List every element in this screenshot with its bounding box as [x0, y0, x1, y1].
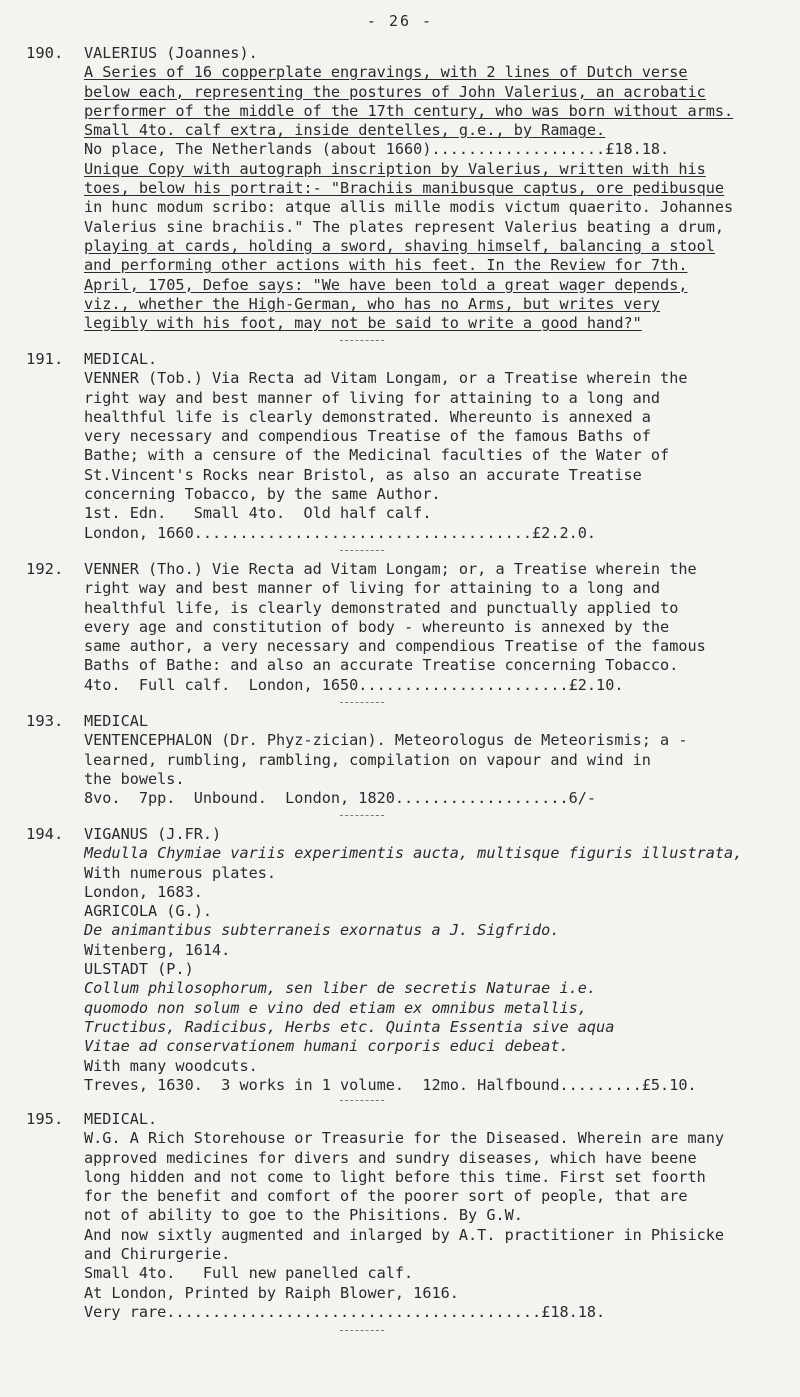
entry-line: ULSTADT (P.) [84, 960, 194, 979]
entry-number: 193. [26, 712, 64, 730]
entry-line: toes, below his portrait:- "Brachiis manibusque captus, ore pedibusque [84, 179, 725, 198]
entry-line: VENNER (Tob.) Via Recta ad Vitam Longam, or a Treatise wherein the [84, 369, 688, 388]
entry-line: approved medicines for divers and sundry diseases, which have beene [84, 1148, 697, 1167]
entry-line: very necessary and compendious Treatise of the famous Baths of [84, 427, 651, 446]
entry-line: Small 4to. Full new panelled calf. [84, 1264, 414, 1283]
entry-line: for the benefit and comfort of the poorer sort of people, that are [84, 1187, 688, 1206]
entry-line: right way and best manner of living for attaining to a long and [84, 579, 661, 598]
entry-line: Unique Copy with autograph inscription by Valerius, written with his [84, 159, 706, 178]
entry-line: MEDICAL. [84, 1110, 158, 1128]
entry-line: learned, rumbling, rambling, compilation on vapour and wind in [84, 750, 651, 769]
entry-text [84, 560, 784, 695]
entry-line: AGRICOLA (G.). [84, 902, 213, 921]
entry-line: Small 4to. calf extra, inside dentelles, g.e., by Ramage. [84, 121, 606, 140]
entry-line: Vitae ad conservationem humani corporis educi debeat. [84, 1037, 569, 1056]
entry-text [84, 712, 784, 808]
entry-line: VENNER (Tho.) Vie Recta ad Vitam Longam; or, a Treatise wherein the [84, 560, 697, 578]
entry-text [84, 350, 784, 543]
entry-line: Very rare.........................................£18.18. [84, 1302, 606, 1321]
entry-line: Baths of Bathe: and also an accurate Treatise concerning Tobacco. [84, 656, 679, 675]
entry-line: 8vo. 7pp. Unbound. London, 1820...................6/- [84, 789, 597, 808]
entry-number: 192. [26, 560, 64, 578]
entry-line: Treves, 1630. 3 works in 1 volume. 12mo. Halfbound.........£5.10. [84, 1075, 697, 1094]
entry-line: and Chirurgerie. [84, 1245, 231, 1264]
entry-line: VIGANUS (J.FR.) [84, 825, 222, 843]
entry-text [84, 825, 784, 1095]
entry-line: every age and constitution of body - whereunto is annexed by the [84, 617, 670, 636]
entry-line: legibly with his foot, may not be said to write a good hand?" [84, 314, 642, 333]
entry-line: MEDICAL [84, 712, 149, 730]
entry-text [84, 1110, 784, 1322]
entry-line: No place, The Netherlands (about 1660)...................£18.18. [84, 140, 670, 159]
entry-line: And now sixtly augmented and inlarged by A.T. practitioner in Phisicke [84, 1225, 725, 1244]
entry-line: right way and best manner of living for attaining to a long and [84, 388, 661, 407]
entry-line: viz., whether the High-German, who has no Arms, but writes very [84, 294, 661, 313]
entry-number: 194. [26, 825, 64, 843]
entry-divider [340, 1100, 384, 1102]
entry-line: With many woodcuts. [84, 1056, 258, 1075]
entry-line: quomodo non solum e vino ded etiam ex omnibus metallis, [84, 998, 587, 1017]
entry-line: healthful life is clearly demonstrated. Whereunto is annexed a [84, 407, 651, 426]
entry-divider [340, 550, 384, 552]
entry-line: Medulla Chymiae variis experimentis aucta, multisque figuris illustrata, [84, 844, 743, 863]
entry-line: At London, Printed by Raiph Blower, 1616. [84, 1283, 459, 1302]
entry-line: W.G. A Rich Storehouse or Treasurie for the Diseased. Wherein are many [84, 1129, 725, 1148]
entry-line: and performing other actions with his feet. In the Review for 7th. [84, 256, 688, 275]
entry-line: concerning Tobacco, by the same Author. [84, 485, 441, 504]
entry-line: MEDICAL. [84, 350, 158, 368]
entry-line: not of ability to goe to the Phisitions. By G.W. [84, 1206, 523, 1225]
entry-text [84, 44, 784, 333]
entry-line: performer of the middle of the 17th century, who was born without arms. [84, 101, 734, 120]
entry-number: 191. [26, 350, 64, 368]
entry-line: April, 1705, Defoe says: "We have been told a great wager depends, [84, 275, 688, 294]
entry-line: VALERIUS (Joannes). [84, 44, 258, 62]
entry-line: 4to. Full calf. London, 1650.......................£2.10. [84, 675, 624, 694]
entry-line: A Series of 16 copperplate engravings, with 2 lines of Dutch verse [84, 63, 688, 82]
entry-divider [340, 702, 384, 704]
entry-line: De animantibus subterraneis exornatus a J. Sigfrido. [84, 921, 560, 940]
entry-line: in hunc modum scribo: atque allis mille modis victum quaerito. Johannes [84, 198, 734, 217]
entry-divider [340, 340, 384, 342]
entry-divider [340, 1330, 384, 1332]
entry-line: Valerius sine brachiis." The plates represent Valerius beating a drum, [84, 217, 725, 236]
entry-line: Bathe; with a censure of the Medicinal faculties of the Water of [84, 446, 670, 465]
entry-line: below each, representing the postures of John Valerius, an acrobatic [84, 82, 706, 101]
entry-line: With numerous plates. [84, 863, 277, 882]
entry-line: long hidden and not come to light before this time. First set foorth [84, 1167, 706, 1186]
entry-line: healthful life, is clearly demonstrated and punctually applied to [84, 598, 679, 617]
entry-line: Collum philosophorum, sen liber de secretis Naturae i.e. [84, 979, 597, 998]
page-number: - 26 - [366, 12, 434, 30]
entry-line: Tructibus, Radicibus, Herbs etc. Quinta Essentia sive aqua [84, 1017, 615, 1036]
entry-line: same author, a very necessary and compendious Treatise of the famous [84, 637, 706, 656]
entry-line: the bowels. [84, 769, 185, 788]
entry-line: VENTENCEPHALON (Dr. Phyz-zician). Meteorologus de Meteorismis; a - [84, 731, 688, 750]
entry-line: London, 1660.....................................£2.2.0. [84, 523, 597, 542]
entry-line: Witenberg, 1614. [84, 940, 231, 959]
entry-number: 190. [26, 44, 64, 62]
entry-divider [340, 815, 384, 817]
entry-line: London, 1683. [84, 882, 203, 901]
entry-line: playing at cards, holding a sword, shaving himself, balancing a stool [84, 236, 715, 255]
entry-number: 195. [26, 1110, 64, 1128]
entry-line: St.Vincent's Rocks near Bristol, as also an accurate Treatise [84, 465, 642, 484]
entry-line: 1st. Edn. Small 4to. Old half calf. [84, 504, 432, 523]
